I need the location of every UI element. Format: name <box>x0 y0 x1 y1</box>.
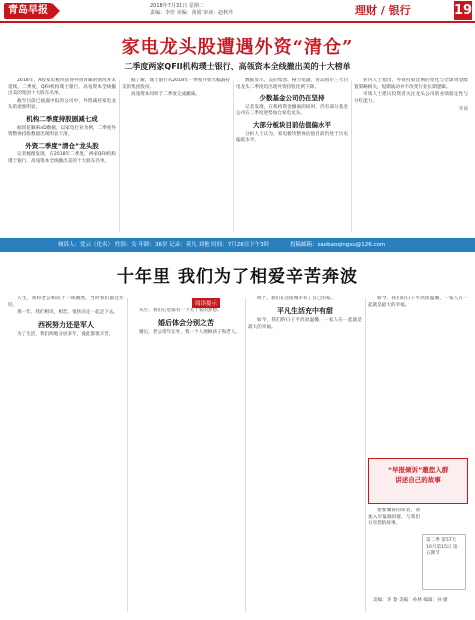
paragraph: 数据显示，美的集团、格力电器、青岛海尔三大白电龙头二季度均出现外资持股比例下降。 <box>236 78 348 90</box>
paragraph: 婚后，老公常年在外，我一个人照顾孩子和老人。 <box>139 330 241 336</box>
paragraph: 高瓴资本同样于二季度完成撤离。 <box>131 92 200 98</box>
paragraph: 为了生活，我们两地分居多年，彼此都很辛苦。 <box>17 332 114 338</box>
page-number: 19 <box>454 3 473 18</box>
top-column-4 <box>354 78 468 234</box>
bottom-column-5 <box>368 508 420 594</box>
newspaper-logo: 青岛早报 <box>4 3 52 19</box>
story-headline: 十年里 我们为了相爱辛苦奔波 <box>117 267 358 287</box>
top-column-1 <box>8 78 116 234</box>
paragraph: 如今，我们的日子平淡而温馨，一家人在一起就是最大的幸福。 <box>248 318 362 330</box>
section-heading: 平凡生活充中有甜 <box>277 306 333 315</box>
callout-line: 讲述自己的故事 <box>395 476 441 484</box>
paragraph: 记者梳理发现，在2018年二季度，两家QFII机构璞士银行、高瓴资本全线撤出美的十大股东名单。 <box>8 152 116 164</box>
bottom-column-4 <box>368 296 468 454</box>
main-subheadline: 二季度两家QFII机构璞士银行、高瓴资本全线撤出美的十大榜单 <box>124 62 351 71</box>
bottom-column-2 <box>130 308 242 614</box>
issue-note: 第二季 第57天 10月第15日 第五期节 <box>422 534 466 590</box>
paragraph: 据了解，璞士银行从2018年一季度开始大幅减持美的集团股份。 <box>122 78 230 90</box>
paragraph: 分析人士认为，家电板块整体估值目前仍处于历史偏低水平。 <box>236 131 348 144</box>
header-date: 2018年7月31日 星期二 <box>150 3 204 9</box>
editor-signature: 美编：李 黎 美编：孙林 编辑：孙 婕 <box>373 598 448 603</box>
section-heading: 少数基金公司仍在坚持 <box>259 94 325 103</box>
paragraph: 如今，我们的日子平淡而温馨，一家人在一起就是最大的幸福。 <box>368 296 468 308</box>
paragraph: 那一年，我们相识，相恋，很快决定一起走下去。 <box>17 310 119 316</box>
masthead <box>0 0 475 22</box>
column-divider <box>351 80 352 232</box>
paragraph: 人生，我和老公相识于一场偶然，当时我们都还年轻。 <box>8 296 124 308</box>
bottom-column-1 <box>8 296 124 614</box>
paragraph: 终于，我们在这座城市有了自己的家。 <box>257 296 336 301</box>
logo-arrow-icon <box>52 3 60 19</box>
section-heading: 外资二季度“清仓”龙头股 <box>25 141 99 150</box>
paragraph: 业内人士指出，外资持股比例的变化与全球资金配置策略相关，短期波动并不改变行业长期逻辑。 <box>354 78 468 90</box>
callout-line: “早报倾诉”邀您入群 <box>387 466 449 474</box>
paragraph: 据同花顺iFinD数据，以家电行业为例，二季度外资整体持股数量出现明显下滑。 <box>8 125 116 138</box>
confession-info-bar <box>0 238 475 252</box>
column-divider <box>245 298 246 612</box>
paragraph: 2018年，A股家电板块获得外资青睐的情况并未延续。二季度，QFII机构璞士银行、高瓴资本全线撤出美的集团十大股东名单。 <box>8 78 116 97</box>
join-group-callout <box>368 458 468 504</box>
column-divider <box>119 80 120 232</box>
reading-tip-tag: 阅读提示 <box>192 298 220 308</box>
column-divider <box>233 80 234 232</box>
byline: 华商 <box>458 107 468 113</box>
column-divider <box>127 298 128 612</box>
paragraph: 记者发现，在机构资金撤离的同时，仍有部分基金公司在二季度逆势加仓家电龙头。 <box>236 104 348 117</box>
header-meta <box>150 3 233 17</box>
section-heading: 大部分板块目前估值偏水平 <box>253 120 331 129</box>
top-column-3 <box>236 78 348 234</box>
submission-email: 投稿邮箱：zaobaoqingsu@126.com <box>290 242 386 248</box>
paragraph: 截至目前已披露中报的公司中，外资减持家电龙头的迹象明显。 <box>8 98 116 111</box>
header-rule <box>0 21 475 23</box>
paragraph: 从小，我们心里都有一个关于家的梦想。 <box>139 308 222 313</box>
bottom-column-3 <box>248 296 362 614</box>
section-title: 理财 / 银行 <box>355 4 411 17</box>
header-editors: 责编：李佳 美编：黄娟 审读：赵秋芹 <box>150 10 234 16</box>
paragraph: 想要倾诉的读者，请加入早报倾诉群，与我们分享您的故事。 <box>368 508 420 527</box>
section-heading: 机构二季度持股剧减七成 <box>26 114 98 123</box>
section-heading: 西祝努力还是军人 <box>38 320 94 329</box>
paragraph: 市场人士建议投资者关注龙头公司的业绩稳定性与分红能力。 <box>354 92 468 104</box>
top-column-2 <box>122 78 230 234</box>
section-heading: 婚后体会分别之苦 <box>158 318 214 327</box>
column-divider <box>365 298 366 612</box>
main-headline: 家电龙头股遭遇外资“清仓” <box>121 37 354 58</box>
confession-info: 倾诉人：爱云（化名） 性别：女 年龄：36岁 记录：莫凡 刘艳 时间：7月26日下午3时 <box>58 242 270 248</box>
